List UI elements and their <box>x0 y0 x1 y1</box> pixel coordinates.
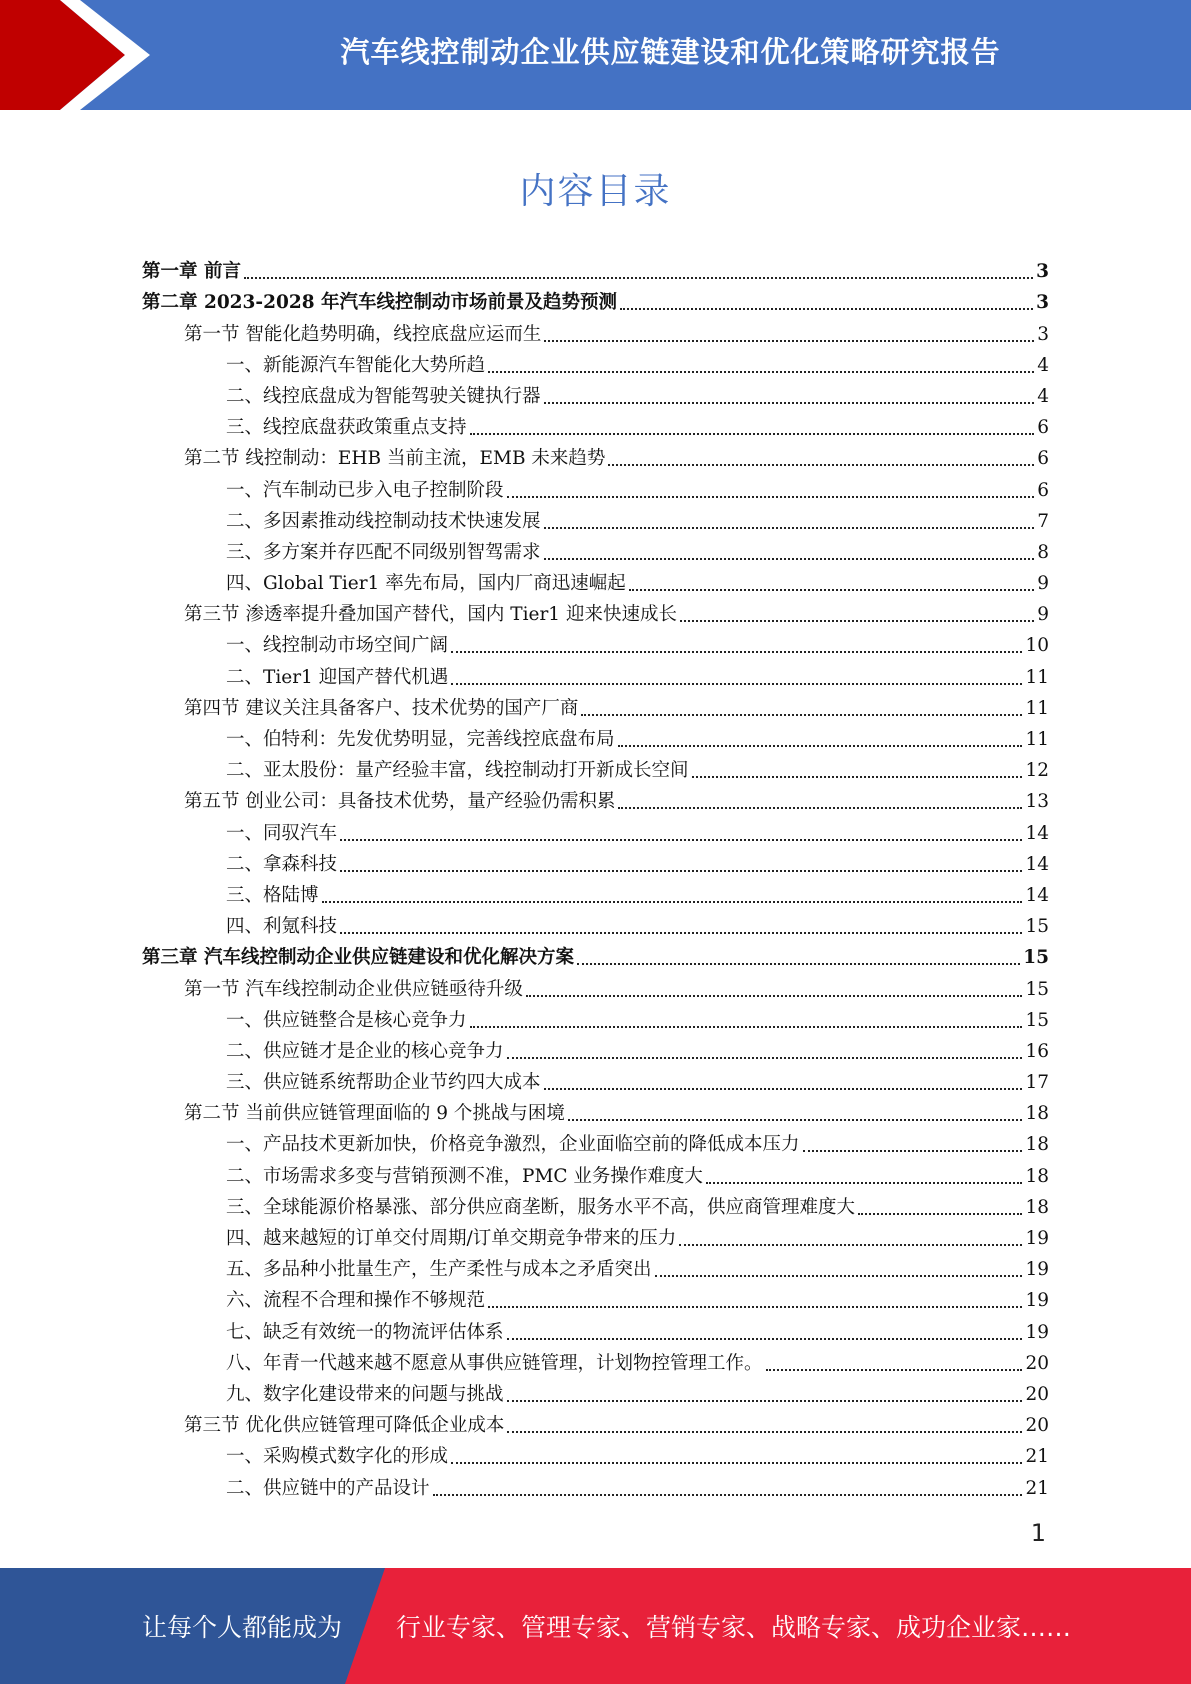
toc-leader-dots <box>544 527 1035 529</box>
toc-entry-page: 21 <box>1025 1477 1049 1499</box>
toc-leader-dots <box>620 308 1033 310</box>
toc-entry-page: 3 <box>1037 323 1049 345</box>
toc-entry-page: 13 <box>1025 791 1049 813</box>
toc-entry-page: 20 <box>1025 1352 1049 1374</box>
toc-entry-title: 九、数字化建设带来的问题与挑战 <box>226 1383 504 1405</box>
toc-entry-title: 二、市场需求多变与营销预测不准，PMC 业务操作难度大 <box>226 1165 703 1187</box>
toc-leader-dots <box>766 1369 1023 1371</box>
toc-entry-page: 14 <box>1025 853 1049 875</box>
toc-entry-title: 八、年青一代越来越不愿意从事供应链管理，计划物控管理工作。 <box>226 1352 763 1374</box>
toc-subsection-entry[interactable] <box>142 1158 1049 1189</box>
toc-subsection-entry[interactable] <box>142 410 1049 441</box>
toc-entry-title: 六、流程不合理和操作不够规范 <box>226 1290 486 1312</box>
toc-entry-title: 四、利氪科技 <box>226 916 338 938</box>
toc-chapter-entry[interactable] <box>142 254 1049 285</box>
toc-entry-title: 一、新能源汽车智能化大势所趋 <box>226 354 486 376</box>
toc-entry-page: 12 <box>1025 760 1049 782</box>
toc-entry-title: 二、多因素推动线控制动技术快速发展 <box>226 510 541 532</box>
toc-subsection-entry[interactable] <box>142 909 1049 940</box>
toc-entry-title: 一、汽车制动已步入电子控制阶段 <box>226 479 504 501</box>
toc-entry-title: 三、线控底盘获政策重点支持 <box>226 417 467 439</box>
toc-entry-page: 11 <box>1025 697 1049 719</box>
toc-chapter-entry[interactable] <box>142 940 1049 971</box>
toc-subsection-entry[interactable] <box>142 753 1049 784</box>
toc-leader-dots <box>340 870 1022 872</box>
header-banner <box>0 0 1191 110</box>
toc-subsection-entry[interactable] <box>142 815 1049 846</box>
toc-entry-page: 14 <box>1025 884 1049 906</box>
toc-section-entry[interactable] <box>142 316 1049 347</box>
toc-heading: 内容目录 <box>519 171 672 212</box>
toc-subsection-entry[interactable] <box>142 566 1049 597</box>
toc-entry-page: 11 <box>1025 729 1049 750</box>
toc-entry-title: 第三章 汽车线控制动企业供应链建设和优化解决方案 <box>142 947 574 969</box>
toc-entry-title: 第一章 前言 <box>142 261 241 283</box>
toc-entry-page: 7 <box>1037 510 1049 532</box>
toc-leader-dots <box>507 1057 1023 1059</box>
toc-entry-title: 第五节 创业公司：具备技术优势，量产经验仍需积累 <box>184 791 616 813</box>
toc-entry-title: 二、供应链中的产品设计 <box>226 1477 430 1499</box>
toc-entry-page: 18 <box>1025 1134 1049 1156</box>
toc-entry-title: 二、拿森科技 <box>226 853 338 875</box>
toc-leader-dots <box>488 1306 1022 1308</box>
toc-leader-dots <box>433 1494 1023 1496</box>
toc-entry-page: 19 <box>1025 1290 1049 1312</box>
toc-subsection-entry[interactable] <box>142 472 1049 503</box>
toc-entry-page: 10 <box>1025 635 1049 657</box>
toc-subsection-entry[interactable] <box>142 1221 1049 1252</box>
toc-entry-page: 15 <box>1025 916 1049 938</box>
toc-entry-title: 第二节 当前供应链管理面临的 9 个挑战与困境 <box>184 1103 565 1125</box>
toc-entry-page: 20 <box>1025 1383 1049 1405</box>
toc-entry-title: 一、产品技术更新加快，价格竞争激烈，企业面临空前的降低成本压力 <box>226 1134 800 1156</box>
toc-entry-title: 四、越来越短的订单交付周期/订单交期竞争带来的压力 <box>226 1228 677 1249</box>
toc-entry-title: 一、线控制动市场空间广阔 <box>226 635 449 657</box>
toc-leader-dots <box>507 496 1035 498</box>
toc-entry-title: 第二章 2023-2028 年汽车线控制动市场前景及趋势预测 <box>142 292 618 314</box>
table-of-contents <box>142 254 1049 1502</box>
toc-subsection-entry[interactable] <box>142 1034 1049 1065</box>
toc-entry-title: 三、供应链系统帮助企业节约四大成本 <box>226 1072 541 1094</box>
toc-entry-page: 6 <box>1037 479 1049 501</box>
toc-leader-dots <box>451 683 1022 685</box>
toc-entry-title: 第一节 智能化趋势明确，线控底盘应运而生 <box>184 323 542 345</box>
toc-leader-dots <box>507 1338 1023 1340</box>
toc-leader-dots <box>577 963 1020 965</box>
toc-entry-page: 20 <box>1025 1415 1049 1437</box>
toc-entry-page: 3 <box>1036 292 1049 314</box>
toc-subsection-entry[interactable] <box>142 1127 1049 1158</box>
toc-section-entry[interactable] <box>142 441 1049 472</box>
toc-leader-dots <box>451 651 1022 653</box>
toc-entry-title: 二、亚太股份：量产经验丰富，线控制动打开新成长空间 <box>226 760 689 782</box>
toc-subsection-entry[interactable] <box>142 1314 1049 1345</box>
toc-entry-title: 三、多方案并存匹配不同级别智驾需求 <box>226 541 541 563</box>
toc-entry-page: 19 <box>1025 1259 1049 1281</box>
toc-entry-page: 14 <box>1025 822 1049 844</box>
toc-entry-page: 4 <box>1037 354 1049 376</box>
toc-section-entry[interactable] <box>142 971 1049 1002</box>
toc-entry-title: 一、同驭汽车 <box>226 822 338 844</box>
toc-entry-page: 15 <box>1025 978 1049 1000</box>
toc-entry-page: 19 <box>1025 1321 1049 1343</box>
toc-leader-dots <box>526 995 1023 997</box>
toc-entry-page: 18 <box>1025 1103 1049 1125</box>
toc-leader-dots <box>507 1431 1022 1433</box>
toc-subsection-entry[interactable] <box>142 379 1049 410</box>
toc-entry-title: 五、多品种小批量生产，生产柔性与成本之矛盾突出 <box>226 1259 652 1281</box>
toc-chapter-entry[interactable] <box>142 285 1049 316</box>
toc-leader-dots <box>340 932 1022 934</box>
toc-leader-dots <box>803 1150 1023 1152</box>
toc-leader-dots <box>858 1213 1022 1215</box>
toc-entry-title: 一、供应链整合是核心竞争力 <box>226 1009 467 1031</box>
toc-subsection-entry[interactable] <box>142 628 1049 659</box>
toc-entry-page: 9 <box>1037 604 1049 626</box>
toc-entry-page: 9 <box>1037 573 1049 595</box>
toc-subsection-entry[interactable] <box>142 722 1049 753</box>
toc-subsection-entry[interactable] <box>142 1439 1049 1470</box>
toc-section-entry[interactable] <box>142 691 1049 722</box>
toc-leader-dots <box>470 433 1035 435</box>
toc-entry-title: 第三节 渗透率提升叠加国产替代，国内 Tier1 迎来快速成长 <box>184 604 677 626</box>
toc-entry-title: 三、格陆博 <box>226 884 319 906</box>
toc-entry-page: 21 <box>1025 1446 1049 1468</box>
toc-leader-dots <box>544 1088 1023 1090</box>
toc-subsection-entry[interactable] <box>142 1470 1049 1501</box>
toc-entry-title: 第一节 汽车线控制动企业供应链亟待升级 <box>184 978 523 1000</box>
toc-subsection-entry[interactable] <box>142 1283 1049 1314</box>
toc-subsection-entry[interactable] <box>142 535 1049 566</box>
toc-leader-dots <box>544 558 1035 560</box>
toc-entry-page: 15 <box>1023 947 1049 969</box>
toc-leader-dots <box>507 1400 1023 1402</box>
toc-entry-title: 七、缺乏有效统一的物流评估体系 <box>226 1321 504 1343</box>
toc-leader-dots <box>244 277 1033 279</box>
toc-entry-title: 一、伯特利：先发优势明显，完善线控底盘布局 <box>226 729 615 750</box>
toc-leader-dots <box>618 745 1023 747</box>
toc-entry-title: 第二节 线控制动：EHB 当前主流，EMB 未来趋势 <box>184 448 606 470</box>
footer-slogan-right: 行业专家、管理专家、营销专家、战略专家、成功企业家…… <box>396 1613 1072 1642</box>
toc-section-entry[interactable] <box>142 1408 1049 1439</box>
toc-leader-dots <box>655 1275 1023 1277</box>
toc-entry-title: 二、线控底盘成为智能驾驶关键执行器 <box>226 385 541 407</box>
toc-entry-page: 17 <box>1025 1072 1049 1094</box>
toc-subsection-entry[interactable] <box>142 1065 1049 1096</box>
toc-leader-dots <box>544 402 1035 404</box>
toc-subsection-entry[interactable] <box>142 1377 1049 1408</box>
toc-entry-title: 第三节 优化供应链管理可降低企业成本 <box>184 1415 505 1437</box>
toc-section-entry[interactable] <box>142 784 1049 815</box>
toc-entry-title: 二、供应链才是企业的核心竞争力 <box>226 1040 504 1062</box>
footer-slogan-left: 让每个人都能成为 <box>142 1613 343 1642</box>
toc-leader-dots <box>451 1462 1022 1464</box>
toc-leader-dots <box>706 1182 1023 1184</box>
toc-subsection-entry[interactable] <box>142 1346 1049 1377</box>
toc-leader-dots <box>470 1026 1023 1028</box>
toc-entry-page: 18 <box>1025 1196 1049 1218</box>
toc-section-entry[interactable] <box>142 597 1049 628</box>
toc-entry-page: 6 <box>1037 448 1049 470</box>
toc-entry-page: 16 <box>1025 1040 1049 1062</box>
toc-leader-dots <box>581 714 1022 716</box>
toc-subsection-entry[interactable] <box>142 847 1049 878</box>
toc-entry-page: 18 <box>1025 1165 1049 1187</box>
toc-subsection-entry[interactable] <box>142 348 1049 379</box>
toc-leader-dots <box>340 839 1022 841</box>
toc-entry-page: 15 <box>1025 1009 1049 1031</box>
toc-leader-dots <box>568 1119 1023 1121</box>
page-number: 1 <box>1030 1519 1046 1547</box>
toc-leader-dots <box>618 807 1022 809</box>
toc-leader-dots <box>680 620 1034 622</box>
header-arrow-decoration <box>0 0 160 110</box>
toc-entry-page: 4 <box>1037 385 1049 407</box>
toc-entry-title: 二、Tier1 迎国产替代机遇 <box>226 666 449 688</box>
toc-entry-title: 四、Global Tier1 率先布局，国内厂商迅速崛起 <box>226 573 626 595</box>
toc-entry-title: 第四节 建议关注具备客户、技术优势的国产厂商 <box>184 697 579 719</box>
toc-leader-dots <box>692 776 1023 778</box>
toc-leader-dots <box>608 464 1034 466</box>
toc-entry-page: 6 <box>1037 417 1049 439</box>
toc-subsection-entry[interactable] <box>142 1190 1049 1221</box>
toc-leader-dots <box>322 901 1023 903</box>
toc-entry-title: 一、采购模式数字化的形成 <box>226 1446 449 1468</box>
toc-entry-page: 3 <box>1036 261 1049 283</box>
toc-subsection-entry[interactable] <box>142 1003 1049 1034</box>
toc-leader-dots <box>679 1244 1022 1246</box>
toc-entry-page: 11 <box>1025 666 1049 688</box>
toc-subsection-entry[interactable] <box>142 659 1049 690</box>
report-title: 汽车线控制动企业供应链建设和优化策略研究报告 <box>340 34 1001 69</box>
toc-leader-dots <box>629 589 1035 591</box>
toc-subsection-entry[interactable] <box>142 1252 1049 1283</box>
toc-subsection-entry[interactable] <box>142 878 1049 909</box>
footer-banner <box>0 1568 1191 1684</box>
toc-entry-title: 三、全球能源价格暴涨、部分供应商垄断，服务水平不高，供应商管理难度大 <box>226 1196 856 1218</box>
toc-leader-dots <box>544 340 1034 342</box>
toc-entry-page: 19 <box>1025 1228 1049 1249</box>
toc-leader-dots <box>488 371 1034 373</box>
toc-subsection-entry[interactable] <box>142 504 1049 535</box>
toc-entry-page: 8 <box>1037 541 1049 563</box>
toc-section-entry[interactable] <box>142 1096 1049 1127</box>
